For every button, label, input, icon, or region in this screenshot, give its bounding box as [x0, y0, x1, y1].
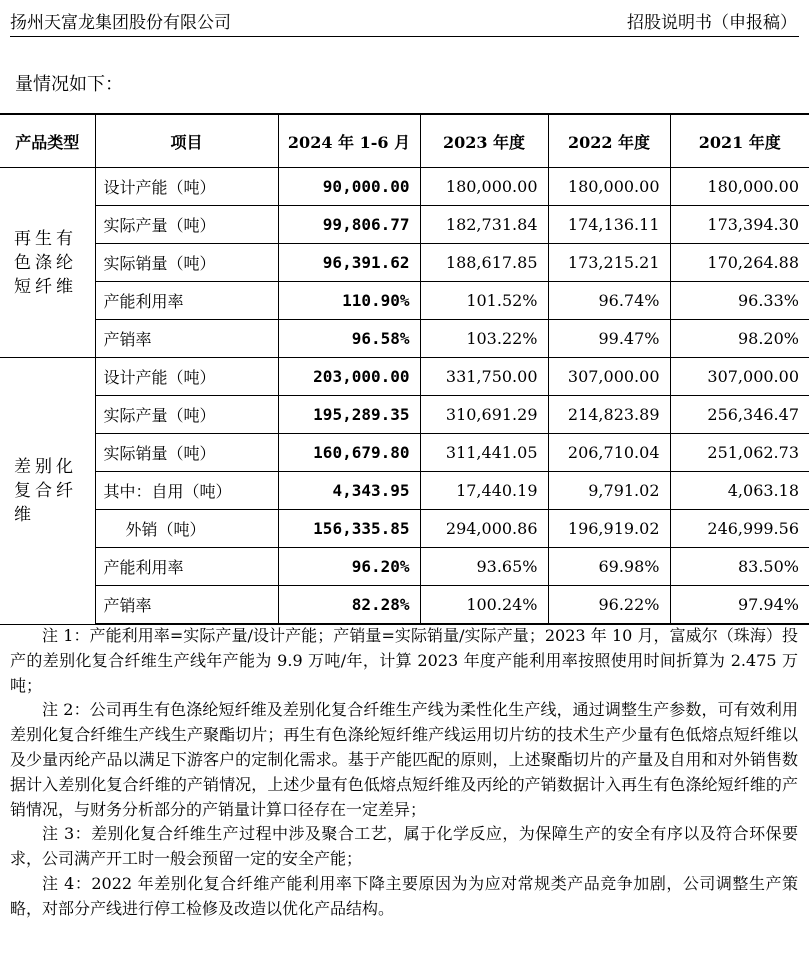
value-cell: 214,823.89 [548, 396, 670, 434]
table-row [0, 206, 809, 244]
value-cell: 4,343.95 [278, 472, 420, 510]
document-title: 招股说明书（申报稿） [627, 13, 797, 33]
header-category: 产品类型 [0, 114, 95, 168]
header-divider [10, 36, 799, 37]
value-cell: 110.90% [278, 282, 420, 320]
value-cell: 97.94% [670, 586, 809, 625]
item-cell: 实际产量（吨） [95, 396, 278, 434]
item-cell: 产能利用率 [95, 548, 278, 586]
value-cell: 83.50% [670, 548, 809, 586]
value-cell: 246,999.56 [670, 510, 809, 548]
value-cell: 101.52% [420, 282, 548, 320]
table-row [0, 548, 809, 586]
value-cell: 251,062.73 [670, 434, 809, 472]
note-3: 注 3：差别化复合纤维生产过程中涉及聚合工艺，属于化学反应，为保障生产的安全有序以及符合环保要求，公司满产开工时一般会预留一定的安全产能； [10, 824, 798, 869]
table-row [0, 472, 809, 510]
intro-text: 量情况如下： [15, 74, 123, 95]
value-cell: 170,264.88 [670, 244, 809, 282]
value-cell: 160,679.80 [278, 434, 420, 472]
category-cell: 再生有色涤纶短纤维 [0, 168, 95, 358]
notes-section [10, 624, 798, 922]
table-header-row [0, 114, 809, 168]
value-cell: 310,691.29 [420, 396, 548, 434]
value-cell: 17,440.19 [420, 472, 548, 510]
production-sales-table [0, 113, 809, 625]
value-cell: 99.47% [548, 320, 670, 358]
value-cell: 196,919.02 [548, 510, 670, 548]
header-item: 项目 [95, 114, 278, 168]
value-cell: 307,000.00 [548, 358, 670, 396]
value-cell: 180,000.00 [670, 168, 809, 206]
note-1: 注 1：产能利用率=实际产量/设计产能；产销量=实际销量/实际产量；2023 年 10 月，富威尔（珠海）投产的差别化复合纤维生产线年产能为 9.9 万吨/年，计算 2023 年度产能利用率按照使用时间折算为 2.475 万吨； [10, 626, 798, 695]
value-cell: 99,806.77 [278, 206, 420, 244]
value-cell: 96.33% [670, 282, 809, 320]
note-4: 注 4：2022 年差别化复合纤维产能利用率下降主要原因为为应对常规类产品竞争加剧，公司调整生产策略，对部分产线进行停工检修及改造以优化产品结构。 [10, 873, 798, 918]
value-cell: 96.22% [548, 586, 670, 625]
value-cell: 96.20% [278, 548, 420, 586]
value-cell: 294,000.86 [420, 510, 548, 548]
value-cell: 174,136.11 [548, 206, 670, 244]
value-cell: 4,063.18 [670, 472, 809, 510]
item-cell: 产能利用率 [95, 282, 278, 320]
value-cell: 69.98% [548, 548, 670, 586]
table-row [0, 358, 809, 396]
item-cell: 设计产能（吨） [95, 358, 278, 396]
value-cell: 96.58% [278, 320, 420, 358]
value-cell: 96,391.62 [278, 244, 420, 282]
table-row [0, 244, 809, 282]
value-cell: 180,000.00 [420, 168, 548, 206]
category-cell: 差别化复合纤维 [0, 358, 95, 625]
item-cell: 设计产能（吨） [95, 168, 278, 206]
table-row [0, 510, 809, 548]
value-cell: 203,000.00 [278, 358, 420, 396]
value-cell: 307,000.00 [670, 358, 809, 396]
table-row [0, 282, 809, 320]
value-cell: 9,791.02 [548, 472, 670, 510]
value-cell: 180,000.00 [548, 168, 670, 206]
item-cell: 实际销量（吨） [95, 434, 278, 472]
header-2023: 2023 年度 [420, 114, 548, 168]
table-row [0, 434, 809, 472]
item-cell: 外销（吨） [95, 510, 278, 548]
value-cell: 90,000.00 [278, 168, 420, 206]
value-cell: 188,617.85 [420, 244, 548, 282]
table-row [0, 168, 809, 206]
header-2021: 2021 年度 [670, 114, 809, 168]
item-cell: 实际销量（吨） [95, 244, 278, 282]
value-cell: 93.65% [420, 548, 548, 586]
table-row [0, 586, 809, 625]
value-cell: 103.22% [420, 320, 548, 358]
value-cell: 311,441.05 [420, 434, 548, 472]
value-cell: 256,346.47 [670, 396, 809, 434]
value-cell: 195,289.35 [278, 396, 420, 434]
header-2022: 2022 年度 [548, 114, 670, 168]
value-cell: 182,731.84 [420, 206, 548, 244]
table-row [0, 396, 809, 434]
item-cell: 产销率 [95, 586, 278, 625]
company-name: 扬州天富龙集团股份有限公司 [10, 13, 231, 33]
value-cell: 96.74% [548, 282, 670, 320]
table-row [0, 320, 809, 358]
header-2024h1: 2024 年 1-6 月 [278, 114, 420, 168]
value-cell: 331,750.00 [420, 358, 548, 396]
item-cell: 产销率 [95, 320, 278, 358]
note-2: 注 2：公司再生有色涤纶短纤维及差别化复合纤维生产线为柔性化生产线，通过调整生产参数，可有效利用差别化复合纤维生产线生产聚酯切片；再生有色涤纶短纤维产线运用切片纺的技术生产少量有色低熔点短纤维以及少量丙纶产品以满足下游客户的定制化需求。基于产能匹配的原则，上述聚酯切片的产量及自用和对外销售数据计入差别化复合纤维的产销情况，上述少量有色低熔点短纤维及丙纶的产销数据计入再生有色涤纶短纤维的产销情况，与财务分析部分的产销量计算口径存在一定差异； [10, 700, 798, 819]
value-cell: 82.28% [278, 586, 420, 625]
value-cell: 173,394.30 [670, 206, 809, 244]
value-cell: 98.20% [670, 320, 809, 358]
value-cell: 206,710.04 [548, 434, 670, 472]
item-cell: 其中：自用（吨） [95, 472, 278, 510]
value-cell: 156,335.85 [278, 510, 420, 548]
page-header [10, 8, 797, 32]
value-cell: 100.24% [420, 586, 548, 625]
value-cell: 173,215.21 [548, 244, 670, 282]
item-cell: 实际产量（吨） [95, 206, 278, 244]
